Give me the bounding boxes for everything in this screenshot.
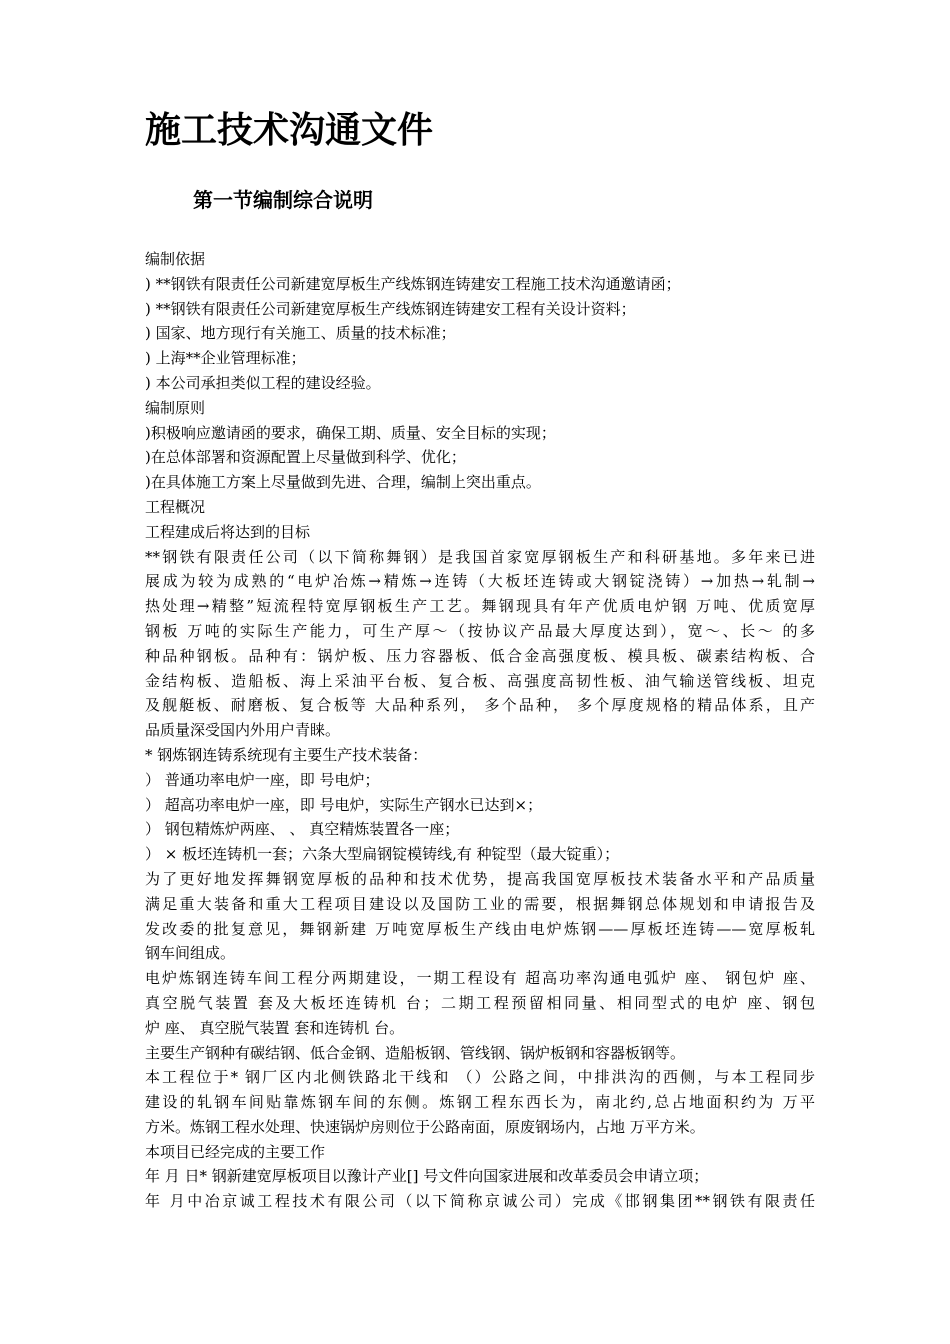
text-line: **钢铁有限责任公司（以下简称舞钢）是我国首家宽厚钢板生产和科研基地。多年来已进 — [145, 547, 815, 566]
text-line: 满足重大装备和重大工程项目建设以及国防工业的需要，根据舞钢总体规划和申请报告及 — [145, 894, 815, 913]
text-line: 本项目已经完成的主要工作 — [145, 1142, 326, 1161]
text-line: 炉 座、 真空脱气装置 套和连铸机 台。 — [145, 1018, 405, 1037]
text-line: ） 钢包精炼炉两座、 、 真空精炼装置各一座； — [145, 820, 460, 839]
text-line: 为了更好地发挥舞钢宽厚板的品种和技术优势，提高我国宽厚板技术装备水平和产品质量 — [145, 869, 815, 888]
text-line: 发改委的批复意见，舞钢新建 万吨宽厚板生产线由电炉炼钢——厚板坯连铸——宽厚板轧 — [145, 919, 815, 938]
document-body — [145, 247, 815, 1214]
text-line: ） × 板坯连铸机一套；六条大型扁钢锭模铸线,有 种锭型（最大锭重）； — [145, 845, 620, 864]
text-line: )积极响应邀请函的要求，确保工期、质量、安全目标的实现； — [145, 423, 556, 442]
text-line: 年 月中冶京诚工程技术有限公司（以下简称京诚公司）完成《邯钢集团**钢铁有限责任 — [145, 1192, 815, 1211]
text-line: ） 普通功率电炉一座，即 号电炉； — [145, 770, 380, 789]
text-line: 种品种钢板。品种有：锅炉板、压力容器板、低合金高强度板、模具板、碳素结构板、合 — [145, 646, 815, 665]
document-title: 施工技术沟通文件 — [145, 109, 434, 151]
text-line: 钢车间组成。 — [145, 944, 236, 963]
text-line: ) **钢铁有限责任公司新建宽厚板生产线炼钢连铸建安工程有关设计资料； — [145, 299, 636, 318]
text-line: ) **钢铁有限责任公司新建宽厚板生产线炼钢连铸建安工程施工技术沟通邀请函； — [145, 274, 681, 293]
text-line: )在具体施工方案上尽量做到先进、合理，编制上突出重点。 — [145, 473, 541, 492]
text-line: ) 国家、地方现行有关施工、质量的技术标准； — [145, 324, 456, 343]
text-line: * 钢炼钢连铸系统现有主要生产技术装备： — [145, 745, 428, 764]
text-line: 及舰艇板、耐磨板、复合板等 大品种系列， 多个品种， 多个厚度规格的精品体系，且产 — [145, 696, 815, 715]
text-line: 年 月 日* 钢新建宽厚板项目以豫计产业[] 号文件向国家进展和改革委员会申请立项； — [145, 1167, 709, 1186]
text-line: 真空脱气装置 套及大板坯连铸机 台；二期工程预留相同量、相同型式的电炉 座、钢包 — [145, 993, 815, 1012]
text-line: 方米。炼钢工程水处理、快速锅炉房则位于公路南面，原废钢场内，占地 万平方米。 — [145, 1117, 705, 1136]
text-line: 电炉炼钢连铸车间工程分两期建设，一期工程设有 超高功率沟通电弧炉 座、 钢包炉 座、 — [145, 969, 815, 988]
text-line: ) 本公司承担类似工程的建设经验。 — [145, 373, 381, 392]
text-line: ） 超高功率电炉一座，即 号电炉，实际生产钢水已达到×； — [145, 795, 543, 814]
text-line: 编制依据 — [145, 250, 206, 268]
text-line: 工程概况 — [145, 497, 206, 516]
text-line: 金结构板、造船板、海上采油平台板、复合板、高强度高韧性板、油气输送管线板、坦克 — [145, 671, 815, 690]
text-line: 热处理→精整”短流程特宽厚钢板生产工艺。舞钢现具有年产优质电炉钢 万吨、优质宽厚 — [145, 597, 815, 616]
text-line: 钢板 万吨的实际生产能力，可生产厚～（按协议产品最大厚度达到），宽～、长～ 的多 — [145, 621, 815, 640]
text-line: 主要生产钢种有碳结钢、低合金钢、造船板钢、管线钢、锅炉板钢和容器板钢等。 — [145, 1043, 686, 1062]
text-line: 建设的轧钢车间贴靠炼钢车间的东侧。炼钢工程东西长为，南北约,总占地面积约为 万平 — [145, 1093, 815, 1112]
section-heading: 第一节编制综合说明 — [193, 188, 373, 212]
text-line: ) 上海**企业管理标准； — [145, 349, 306, 368]
text-line: 编制原则 — [145, 398, 206, 417]
text-line: )在总体部署和资源配置上尽量做到科学、优化； — [145, 448, 466, 467]
text-line: 本工程位于* 钢厂区内北侧铁路北干线和 （）公路之间，中排洪沟的西侧，与本工程同步 — [145, 1068, 815, 1087]
text-line: 工程建成后将达到的目标 — [145, 522, 311, 541]
text-line: 品质量深受国内外用户青睐。 — [145, 721, 341, 740]
text-line: 展成为较为成熟的“电炉冶炼→精炼→连铸（大板坯连铸或大钢锭浇铸）→加热→轧制→ — [145, 572, 815, 591]
